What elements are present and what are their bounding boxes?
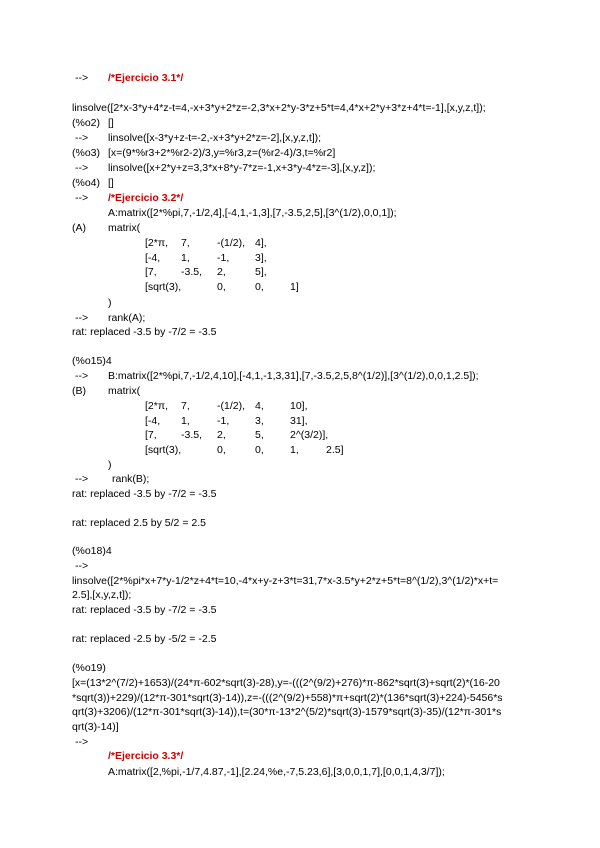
arrow-prompt: --> — [75, 72, 89, 84]
matrix-cell: 0, — [217, 281, 226, 293]
output-label: (A) — [72, 222, 86, 234]
input-line[interactable]: linsolve([x+2*y+z=3,3*x+8*y-7*z=-1,x+3*y-4*z=-3],[x,y,z]); — [108, 162, 376, 174]
arrow-prompt: --> — [75, 473, 89, 485]
close-paren: ) — [108, 459, 112, 471]
arrow-prompt: --> — [75, 192, 89, 204]
matrix-cell: -(1/2), — [217, 400, 246, 412]
input-line[interactable]: linsolve([x-3*y+z-t=-2,-x+3*y+2*z=-2],[x,y,z,t]); — [108, 132, 322, 144]
rat-message: rat: replaced -2.5 by -5/2 = -2.5 — [72, 633, 217, 645]
matrix-cell: 10], — [290, 400, 308, 412]
matrix-cell: 7, — [181, 237, 190, 249]
input-line[interactable]: rank(A); — [108, 312, 146, 324]
input-line[interactable]: B:matrix([2*%pi,7,-1/2,4,10],[-4,1,-1,3,31],[7,-3.5,2,5,8^(1/2)],[3^(1/2),0,0,1,2.5]); — [108, 370, 479, 382]
output-value: [] — [108, 117, 114, 129]
matrix-cell: -3.5, — [181, 429, 203, 441]
matrix-cell: 4, — [255, 400, 264, 412]
arrow-prompt: --> — [75, 132, 89, 144]
matrix-cell: 0, — [217, 444, 226, 456]
output-label: (%o2) — [72, 117, 101, 129]
matrix-cell: [7, — [145, 266, 157, 278]
matrix-cell: [-4, — [145, 252, 161, 264]
input-line[interactable]: linsolve([2*%pi*x+7*y-1/2*z+4*t=10,-4*x+y-z+3*t=31,7*x-3.5*y+2*z+5*t=8^(1/2),3^(1/2)*x+t= — [72, 575, 499, 587]
arrow-prompt: --> — [75, 370, 89, 382]
matrix-cell: [2*π, — [145, 400, 169, 412]
output-value: (%o15)4 — [72, 355, 112, 367]
matrix-cell: 5], — [255, 266, 267, 278]
output-label: (B) — [72, 385, 86, 397]
matrix-cell: 1] — [290, 281, 299, 293]
matrix-cell: 7, — [181, 400, 190, 412]
matrix-cell: [2*π, — [145, 237, 169, 249]
output-value: matrix( — [108, 222, 141, 234]
output-value: [x=(13*2^(7/2)+1653)/(24*π-602*sqrt(3)-28),y=-(((2^(9/2)+276)*π-862*sqrt(3)+sqrt(2)*(16-20 — [72, 677, 500, 689]
output-label: (%o3) — [72, 147, 101, 159]
matrix-cell: 1, — [290, 444, 299, 456]
output-value: [] — [108, 177, 114, 189]
matrix-cell: [sqrt(3), — [145, 281, 182, 293]
arrow-prompt: --> — [75, 736, 89, 748]
matrix-cell: 4], — [255, 237, 267, 249]
exercise-comment[interactable]: /*Ejercicio 3.1*/ — [108, 72, 184, 84]
matrix-cell: -3.5, — [181, 266, 203, 278]
exercise-comment[interactable]: /*Ejercicio 3.2*/ — [108, 192, 184, 204]
input-line[interactable]: A:matrix([2*%pi,7,-1/2,4],[-4,1,-1,3],[7,-3.5,2,5],[3^(1/2),0,0,1]); — [108, 207, 397, 219]
matrix-cell: -1, — [217, 415, 230, 427]
matrix-cell: [7, — [145, 429, 157, 441]
matrix-cell: 1, — [181, 252, 190, 264]
rat-message: rat: replaced -3.5 by -7/2 = -3.5 — [72, 326, 217, 338]
output-label: (%o4) — [72, 177, 101, 189]
matrix-cell: [sqrt(3), — [145, 444, 182, 456]
output-value: *sqrt(3))+229)/(12*π-301*sqrt(3)-14)),z=-(((2^(9/2)+558)*π+sqrt(2)*(136*sqrt(3)+224)-5456*s — [72, 692, 503, 704]
output-label: (%o19) — [72, 662, 106, 674]
matrix-cell: 2, — [217, 429, 226, 441]
matrix-cell: 2.5] — [326, 444, 344, 456]
exercise-comment[interactable]: /*Ejercicio 3.3*/ — [108, 750, 184, 762]
arrow-prompt: --> — [75, 312, 89, 324]
matrix-cell: [-4, — [145, 415, 161, 427]
matrix-cell: 1, — [181, 415, 190, 427]
output-value: qrt(3)-14)] — [72, 721, 119, 733]
matrix-cell: 3], — [255, 252, 267, 264]
matrix-cell: 0, — [255, 444, 264, 456]
input-line[interactable]: rank(B); — [112, 473, 150, 485]
close-paren: ) — [108, 297, 112, 309]
rat-message: rat: replaced -3.5 by -7/2 = -3.5 — [72, 604, 217, 616]
input-line[interactable]: 2.5],[x,y,z,t]); — [72, 589, 132, 601]
input-line[interactable]: linsolve([2*x-3*y+4*z-t=4,-x+3*y+2*z=-2,3*x+2*y-3*z+5*t=4,4*x+2*y+3*z+4*t=-1],[x,y,z,t]); — [72, 102, 486, 114]
matrix-cell: -(1/2), — [217, 237, 246, 249]
arrow-prompt: --> — [75, 560, 89, 572]
matrix-cell: 31], — [290, 415, 308, 427]
output-value: [x=(9*%r3+2*%r2-2)/3,y=%r3,z=(%r2-4)/3,t=%r2] — [108, 147, 336, 159]
rat-message: rat: replaced 2.5 by 5/2 = 2.5 — [72, 517, 206, 529]
matrix-cell: -1, — [217, 252, 230, 264]
rat-message: rat: replaced -3.5 by -7/2 = -3.5 — [72, 488, 217, 500]
matrix-cell: 2^(3/2)], — [290, 429, 329, 441]
matrix-cell: 0, — [255, 281, 264, 293]
matrix-cell: 5, — [255, 429, 264, 441]
input-line[interactable]: A:matrix([2,%pi,-1/7,4.87,-1],[2.24,%e,-7,5.23,6],[3,0,0,1,7],[0,0,1,4,3/7]); — [108, 766, 445, 778]
arrow-prompt: --> — [75, 162, 89, 174]
output-value: (%o18)4 — [72, 545, 112, 557]
matrix-cell: 3, — [255, 415, 264, 427]
output-value: matrix( — [108, 385, 141, 397]
output-value: qrt(3)+3206)/(12*π-301*sqrt(3)-14)),t=(30*π-13*2^(5/2)*sqrt(3)-1579*sqrt(3)-35)/(12*π-301*s — [72, 706, 502, 718]
matrix-cell: 2, — [217, 266, 226, 278]
